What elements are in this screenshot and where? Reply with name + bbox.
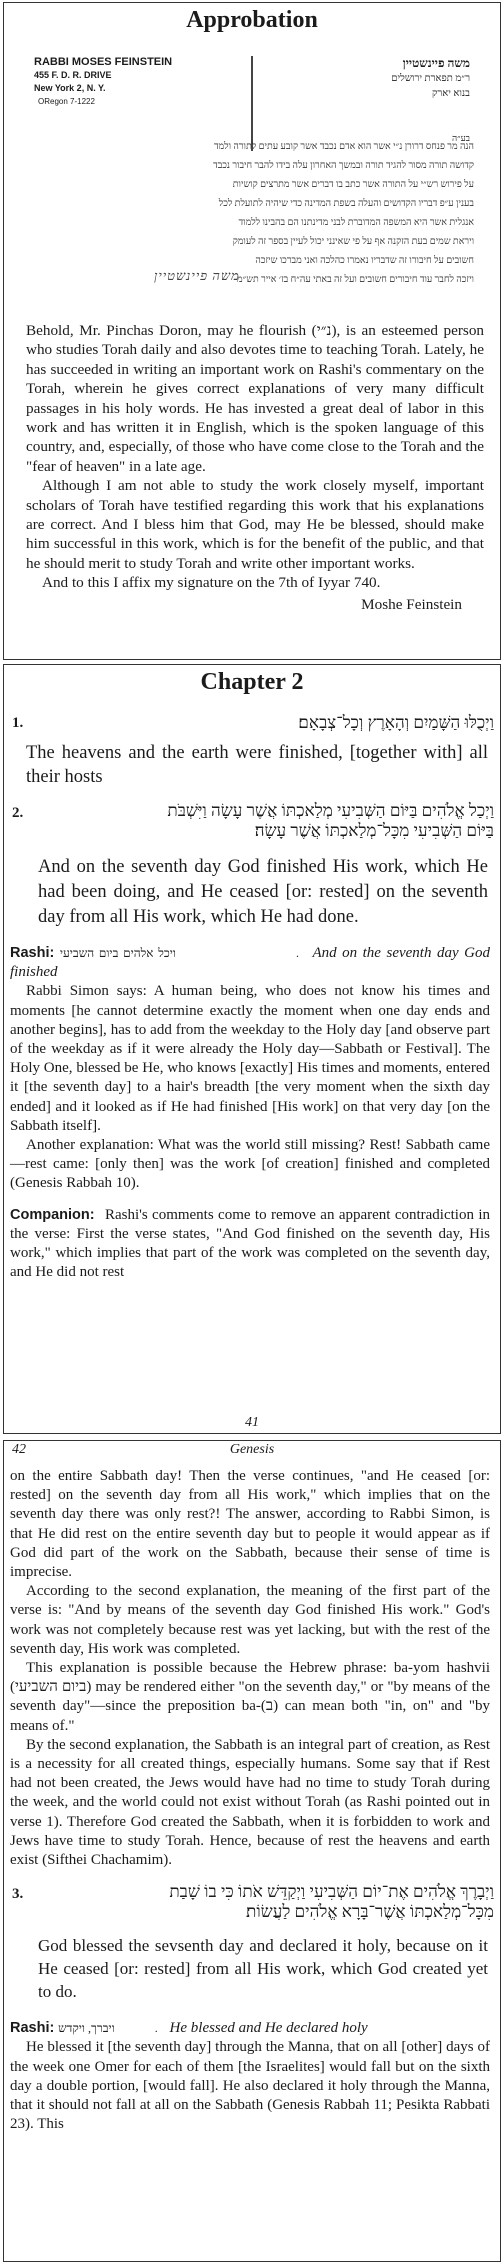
handwritten-signature: משה פיינשטיין <box>154 268 240 283</box>
verse-2 <box>4 801 500 930</box>
hebrew-line: על פירוש רש״י על התורה אשר כתב בו דברים אשר מתרצים קושיות <box>232 180 474 190</box>
verse-hebrew-line: מִכָּל־מְלַאכְתּוֹ אֲשֶׁר־בָּרָא אֱלֹהִים לַעֲשׂוֹת׃ <box>245 1902 494 1922</box>
hebrew-line: חשובים על חיבורו זה שדבריו נאמרו כהלכה ואני מברכו שיזכה <box>255 256 474 266</box>
companion-commentary <box>4 1206 500 1283</box>
rashi-heading: He blessed and He declared holy <box>169 2020 368 2037</box>
verse-number: 2. <box>12 805 24 821</box>
companion-text: Rashi's comments come to remove an apparent contradiction in the verse: First the verse states, "And God finished on the seventh day, His work," which implies that part of the work was completed on the seventh day, and He did not rest <box>10 1206 491 1281</box>
verse-english: God blessed the sevsenth day and declared it holy, because on it He ceased [or: rested] from all His work, which God created yet to do. <box>38 1936 488 2002</box>
companion-paragraph: By the second explanation, the Sabbath is an integral part of creation, as Rest is a necessity for all created things, especially humans. Some say that if Rest had not been created, the Jews would have had no time to study Torah during the week, and the world could not exist without Torah (as Rashi pointed out in verse 1). Therefore God created the Sabbath, when it is forbidden to work and Jews have time to study Torah. Hence, because of rest the heavens and earth exist (Sifthei Chachamim). <box>10 1736 490 1869</box>
rashi-label: Rashi: <box>10 945 55 961</box>
chapter-page-41 <box>3 664 501 1434</box>
hebrew-line: הנה מר פנחס דרורן נ״י אשר הוא אדם נכבד אשר קובע עתים לתורה ולמד <box>213 142 474 152</box>
letterhead-english <box>34 56 172 108</box>
letterhead-hebrew <box>391 56 470 143</box>
verse-english: And on the seventh day God finished His work, which He had been doing, and He ceased [or: rested] on the seventh day from all His work, which He had done. <box>38 857 488 927</box>
rabbi-address: 455 F. D. R. DRIVE <box>34 70 112 80</box>
approbation-paragraph: Although I am not able to study the work closely myself, important scholars of Torah have testified regarding this work that his explanations are correct. And I bless him that God, may He be blessed, should make him successful in this work, which is for the benefit of the public, and that he should merit to study Torah and write other important works. <box>26 477 484 572</box>
rashi-header <box>10 2019 490 2038</box>
verse-hebrew-line: וַיְכַל אֱלֹהִים בַּיּוֹם הַשְּׁבִיעִי מְלַאכְתּוֹ אֲשֶׁר עָשָׂה וַיִּשְׁבֹּת <box>167 801 494 820</box>
rashi-paragraph: He blessed it [the seventh day] through the Manna, that on all [other] days of the week one Omer for each of them [the Israelites] would fall but on the sixth day a double portion, [would fall]. He also declared it holy through the Manna, that it should not fall at all on the Sabbath (Genesis Rabbah 11; Pesikta Rabbati 23). This <box>10 2039 490 2133</box>
rashi-commentary <box>4 944 500 1194</box>
hebrew-name: משה פיינשטיין <box>402 56 470 70</box>
verse-english: The heavens and the earth were finished, [together with] all their hosts <box>26 743 488 787</box>
running-header <box>4 1441 500 1461</box>
rashi-paragraph: Rabbi Simon says: A human being, who does not know his times and moments [he cannot determine exactly the moment when one day ends and another begins], has to add from the weekday to the Holy day [and observe part of the weekday as if it were already the Holy day—Sabbath or Festival]. The Holy One, blessed be He, who knows [exactly] His times and moments, entered it [the seventh day] to a hair's breadth [the very moment when the sixth day ended] and it looked as if He had finished [His work] on that very day [on the Sabbath itself]. <box>10 983 490 1134</box>
rashi-heading: And on the seventh day God finished <box>10 945 490 981</box>
verse-hebrew-line: וַיְבָרֶךְ אֱלֹהִים אֶת־יוֹם הַשְּׁבִיעִי וַיְקַדֵּשׁ אֹתוֹ כִּי בוֹ שָׁבַת <box>169 1882 494 1902</box>
verse-number: 1. <box>12 715 24 731</box>
chapter-title: Chapter 2 <box>200 669 304 695</box>
approbation-title: Approbation <box>186 7 318 33</box>
rashi-commentary <box>4 2019 500 2134</box>
letterhead-divider <box>251 56 253 151</box>
running-title: Genesis <box>229 1442 275 1457</box>
hebrew-letter-body <box>30 138 474 290</box>
verse-number: 3. <box>12 1886 24 1903</box>
hebrew-city: בנוא יארק <box>431 88 470 99</box>
approbation-paragraph: And to this I affix my signature on the 7th of Iyyar 740. <box>42 574 381 592</box>
companion-paragraph: According to the second explanation, the meaning of the first part of the verse is: "And by means of the seventh day God finished His work." God's work was not completely because rest was yet lacking, but with the rest of the seventh day, His work was completed. <box>10 1583 490 1657</box>
rashi-paragraph: Another explanation: What was the world still missing? Rest! Sabbath came—rest came: [only then] was the work [of creation] finished and completed (Genesis Rabbah 10). <box>10 1137 490 1192</box>
rashi-label: Rashi: <box>10 2020 55 2037</box>
rabbi-name: RABBI MOSES FEINSTEIN <box>34 56 173 68</box>
hebrew-line: בענין ע״פ דבריו הקדושים והעלה בשפת המדינה כדי שיהיה לתועלת לכל <box>218 199 474 209</box>
rashi-header <box>10 944 490 982</box>
hebrew-line: ויראת שמים בעת הזקנה אף על פי שאינני יכול לעיין בספר זה לעומק <box>232 237 474 247</box>
rashi-hebrew: ויכל אלהים ביום השביעי. <box>59 946 299 960</box>
hebrew-note: בע״ה <box>451 133 470 143</box>
genesis-page-42 <box>3 1440 501 2262</box>
hebrew-line: קדושה תורה מסור להגיד תורה ובמשך האחרון עלה בידו להבר חיבור נכבד <box>213 161 474 171</box>
verse-hebrew-line: בַּיּוֹם הַשְּׁבִיעִי מִכָּל־מְלַאכְתּוֹ אֲשֶׁר עָשָׂה׃ <box>254 821 494 840</box>
rabbi-city: New York 2, N. Y. <box>34 83 106 93</box>
companion-paragraph: on the entire Sabbath day! Then the verse continues, "and He ceased [or: rested] on the seventh day from all His work," which implies that on the seventh day there was only rest?! The answer, according to Rabbi Simon, is that He did rest on the entire seventh day but to people it would appear as if God did part of the work on the Sabbath, because their sense of time is imprecise. <box>10 1468 490 1581</box>
approbation-english <box>26 321 484 614</box>
approbation-signer: Moshe Feinstein <box>361 595 462 613</box>
companion-continued <box>4 1467 500 1870</box>
verse-hebrew: וַיְכֻלּוּ הַשָּׁמַיִם וְהָאָרֶץ וְכָל־צְבָאָם׃ <box>298 713 494 732</box>
hebrew-line: ויזכה לחבר עוד חיבורים חשובים ועל זה באתי עה״ח בז׳ אייר תש״מ <box>236 275 474 285</box>
verse-3 <box>4 1882 500 2003</box>
running-page-number: 42 <box>12 1442 26 1457</box>
companion-label: Companion: <box>10 1206 95 1223</box>
approbation-page <box>3 2 501 660</box>
rashi-hebrew: ויברך, ויקדש. <box>58 2021 158 2036</box>
approbation-paragraph: Behold, Mr. Pinchas Doron, may he flourish (נ״י), is an esteemed person who studies Torah daily and also devotes time to teaching Torah. Lately, he has succeeded in writing an important work on Rashi's commentary on the Torah, wherein he gives correct explanations of very many difficult passages in his holy words. He has invested a great deal of labor in this work and has written it in English, which is the spoken language of this country, and, especially, of those who have come close to the Torah and the "fear of heaven" in a late age. <box>26 322 485 475</box>
rabbi-phone: ORegon 7-1222 <box>38 97 95 106</box>
hebrew-title: ר״מ תפארת ירושלים <box>391 73 470 84</box>
companion-paragraph: This explanation is possible because the Hebrew phrase: ba-yom hashvii (ביום השביעי) may be rendered either "on the seventh day," or "by means of the seventh day"—since the preposition ba-(ב) can mean both "in, on" and "by means of." <box>10 1660 490 1734</box>
hebrew-line: אנגלית אשר היא המשפה המדוברת לבני מדינתנו הם בהבינו ללמוד <box>238 218 474 228</box>
verse-1 <box>4 713 500 789</box>
page-number: 41 <box>245 1415 259 1430</box>
